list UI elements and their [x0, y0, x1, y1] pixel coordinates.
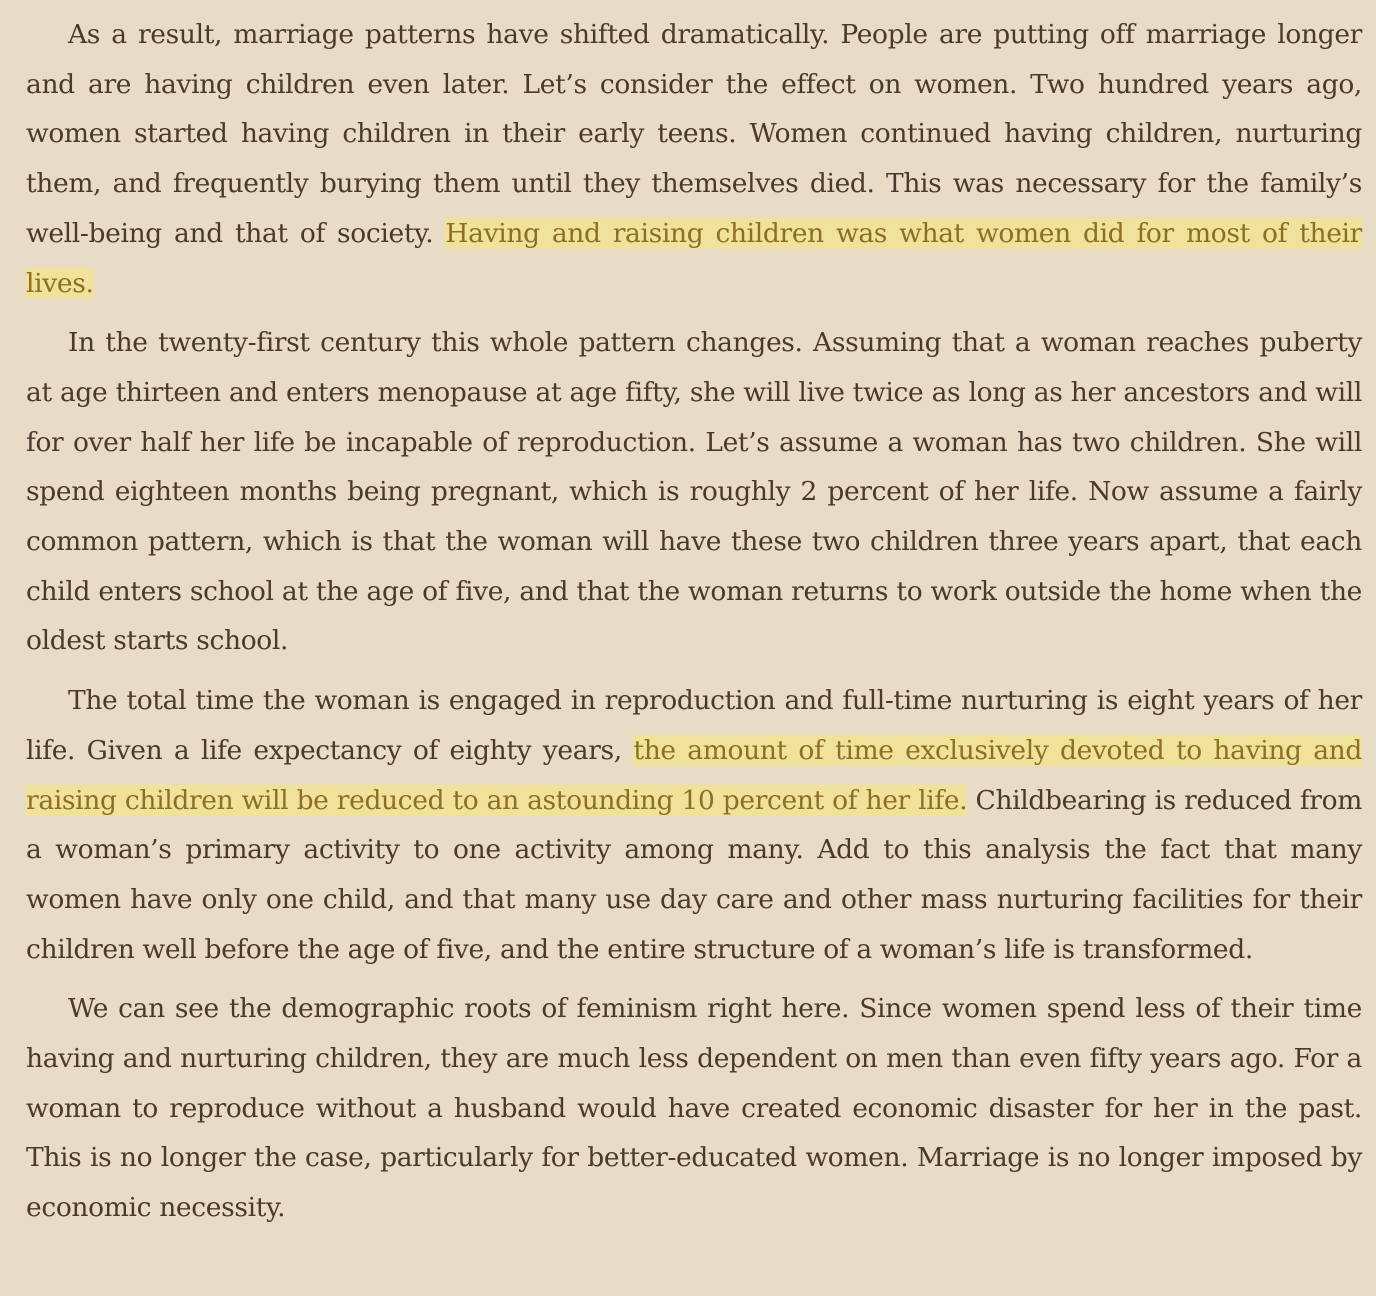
text-segment: As a result, marriage patterns have shifted dramatically. People are putting off marriage longer and are having children even later. Let’s consider the effect on women. Two hundred years ago, women started having children in their early teens. Women continued having children, nurturing them, and frequently burying them until they themselves died. This was necessary for the family’s well-being and that of society. [26, 19, 1362, 249]
text-segment: Childbearing is reduced from a woman’s primary activity to one activity among many. Add to this analysis the fact that many women have only one child, and that many use day care and other mass nurturing facilities for their children well before the age of five, and the entire structure of a woman’s life is transformed. [26, 784, 1362, 965]
paragraph-2 [26, 318, 1362, 666]
paragraph-1 [26, 10, 1362, 308]
paragraph-4 [26, 984, 1362, 1233]
highlighted-passage[interactable]: Having and raising children was what women did for most of their lives. [26, 217, 1362, 299]
paragraph-3 [26, 676, 1362, 974]
text-segment: We can see the demographic roots of feminism right here. Since women spend less of their time having and nurturing children, they are much less dependent on men than even fifty years ago. For a woman to reproduce without a husband would have created economic disaster for her in the past. This is no longer the case, particularly for better-educated women. Marriage is no longer imposed by economic necessity. [26, 993, 1362, 1224]
text-segment: The total time the woman is engaged in reproduction and full-time nurturing is eight years of her life. Given a life expectancy of eighty years, [26, 685, 1362, 766]
text-segment: In the twenty-first century this whole pattern changes. Assuming that a woman reaches puberty at age thirteen and enters menopause at age fifty, she will live twice as long as her ancestors and will for over half her life be incapable of reproduction. Let’s assume a woman has two children. She will spend eighteen months being pregnant, which is roughly 2 percent of her life. Now assume a fairly common pattern, which is that the woman will have these two children three years apart, that each child enters school at the age of five, and that the woman returns to work outside the home when the oldest starts school. [26, 327, 1362, 657]
highlighted-passage[interactable]: the amount of time exclusively devoted to having and raising children will be reduced to an astounding 10 percent of her life. [26, 734, 1362, 816]
